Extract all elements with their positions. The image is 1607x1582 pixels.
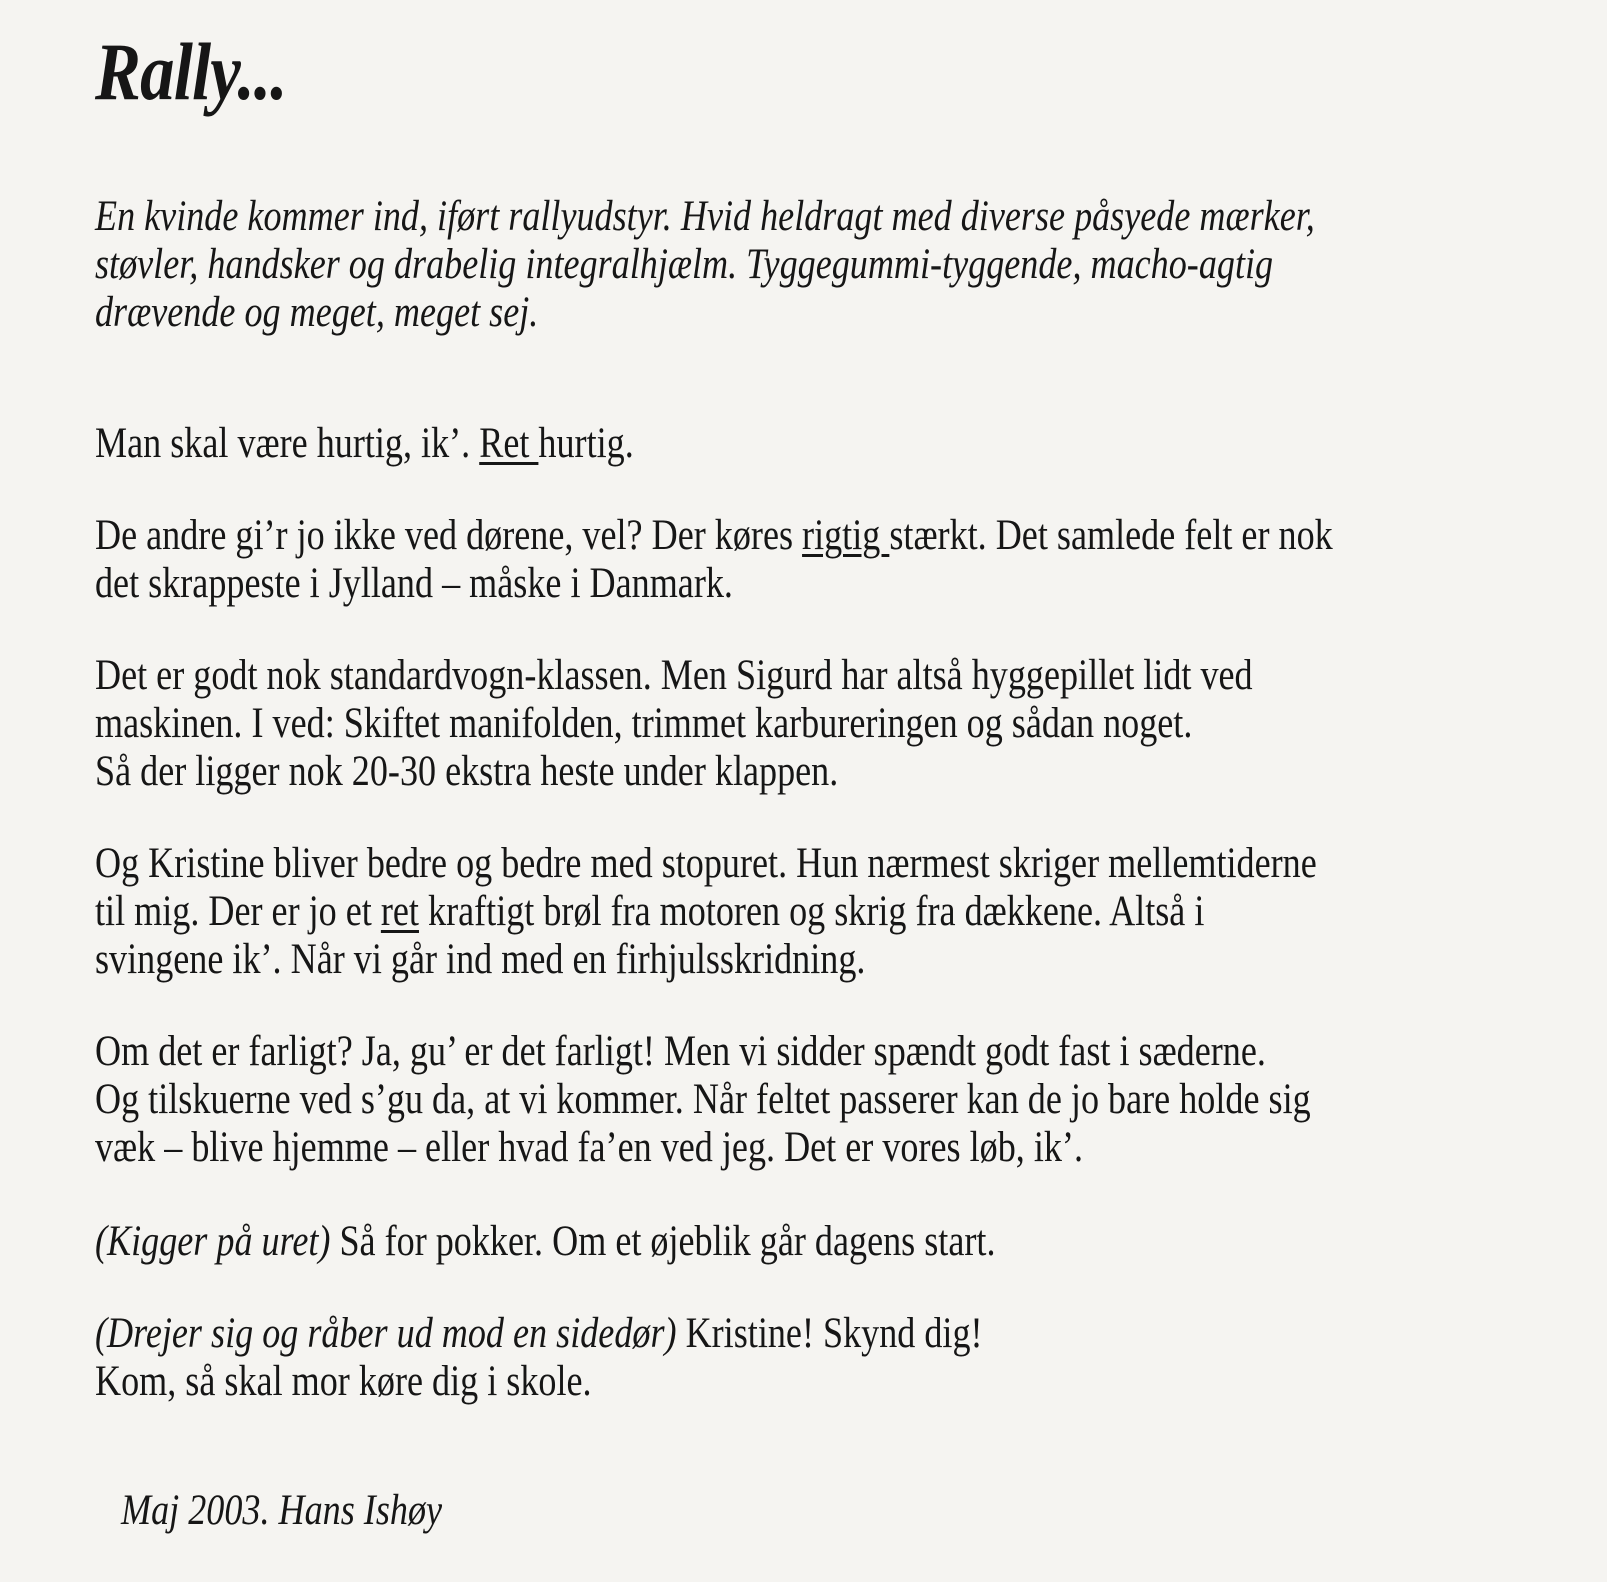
underlined-text: Ret — [479, 420, 539, 467]
paragraph-doerene — [95, 512, 1333, 608]
text-line — [95, 1028, 1311, 1076]
underlined-text: ret — [380, 888, 419, 935]
paragraph-standardvogn — [95, 652, 1253, 796]
text-line — [95, 420, 634, 468]
paragraph-hurtig — [95, 420, 634, 468]
text-segment: Og Kristine bliver bedre og bedre med stopuret. Hun nærmest skriger mellemtiderne — [95, 840, 1317, 887]
text-line — [95, 1358, 983, 1406]
paragraph-scene-description — [95, 193, 1315, 337]
text-segment: Og tilskuerne ved s’gu da, at vi kommer. Når feltet passerer kan de jo bare holde sig — [95, 1076, 1311, 1123]
text-segment: drævende og meget, meget sej. — [95, 289, 539, 336]
text-segment: En kvinde kommer ind, iført rallyudstyr. Hvid heldragt med diverse påsyede mærker, — [95, 193, 1315, 240]
text-line — [95, 748, 1253, 796]
underlined-text: rigtig — [802, 512, 890, 559]
text-line — [95, 1218, 995, 1266]
text-segment: det skrappeste i Jylland – måske i Danmark. — [95, 560, 733, 607]
text-segment: kraftigt brøl fra motoren og skrig fra dækkene. Altså i — [418, 888, 1205, 935]
paragraph-farligt — [95, 1028, 1311, 1172]
text-segment: Man skal være hurtig, ik’. — [95, 420, 480, 467]
text-segment: stærkt. Det samlede felt er nok — [889, 512, 1333, 559]
paragraph-sidedoer — [95, 1310, 983, 1406]
text-segment: Så der ligger nok 20-30 ekstra heste under klappen. — [95, 748, 839, 795]
text-segment: til mig. Der er jo et — [95, 888, 381, 935]
text-line — [95, 241, 1315, 289]
text-line — [95, 512, 1333, 560]
text-segment: De andre gi’r jo ikke ved dørene, vel? Der køres — [95, 512, 803, 559]
text-segment: Det er godt nok standardvogn-klassen. Men Sigurd har altså hyggepillet lidt ved — [95, 652, 1253, 699]
text-line — [95, 289, 1315, 337]
text-line — [95, 193, 1315, 241]
text-segment: maskinen. I ved: Skiftet manifolden, trimmet karbureringen og sådan noget. — [95, 700, 1193, 747]
text-line — [95, 888, 1317, 936]
text-segment: svingene ik’. Når vi går ind med en firhjulsskridning. — [95, 936, 866, 983]
text-line — [95, 560, 1333, 608]
text-line — [95, 1124, 1311, 1172]
stage-direction: (Kigger på uret) — [95, 1218, 340, 1265]
text-segment: Om det er farligt? Ja, gu’ er det farligt! Men vi sidder spændt godt fast i sæderne. — [95, 1028, 1266, 1075]
text-segment: Så for pokker. Om et øjeblik går dagens start. — [339, 1218, 996, 1265]
text-line — [95, 1310, 983, 1358]
stage-direction: (Drejer sig og råber ud mod en sidedør) — [95, 1310, 686, 1357]
text-segment: Kristine! Skynd dig! — [685, 1310, 983, 1357]
paragraph-kristine-stopur — [95, 840, 1317, 984]
text-line — [95, 936, 1317, 984]
signature: Maj 2003. Hans Ishøy — [121, 1487, 443, 1534]
document-title: Rally... — [95, 26, 287, 117]
text-segment: hurtig. — [538, 420, 634, 467]
text-segment: væk – blive hjemme – eller hvad fa’en ved jeg. Det er vores løb, ik’. — [95, 1124, 1083, 1171]
text-segment: Kom, så skal mor køre dig i skole. — [95, 1358, 592, 1405]
text-line — [95, 1076, 1311, 1124]
text-line — [95, 840, 1317, 888]
text-line — [95, 700, 1253, 748]
paragraph-kigger-paa-uret — [95, 1218, 995, 1266]
text-segment: støvler, handsker og drabelig integralhjælm. Tyggegummi-tyggende, macho-agtig — [95, 241, 1274, 288]
text-line — [95, 652, 1253, 700]
